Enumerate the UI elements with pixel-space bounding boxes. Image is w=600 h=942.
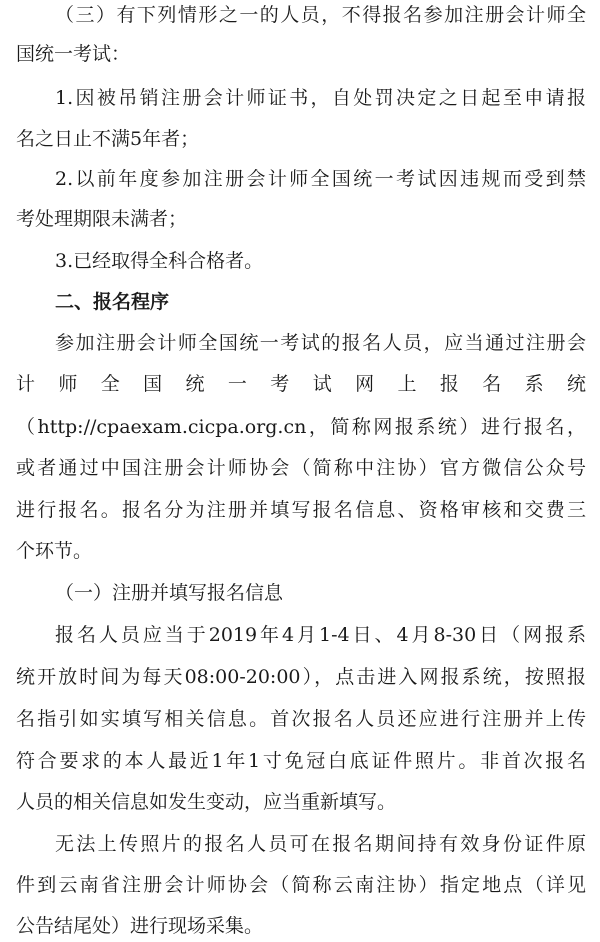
paragraph-line: 进行报名。报名分为注册并填写报名信息、资格审核和交费三 bbox=[16, 499, 586, 521]
paragraph-line: 符合要求的本人最近1年1寸免冠白底证件照片。非首次报名 bbox=[16, 750, 586, 772]
paragraph-line: 或者通过中国注册会计师协会（简称中注协）官方微信公众号 bbox=[16, 457, 586, 479]
section-heading: 二、报名程序 bbox=[55, 291, 170, 313]
paragraph-line: 国统一考试： bbox=[16, 43, 131, 65]
paragraph-line: （http://cpaexam.cicpa.org.cn，简称网报系统）进行报名， bbox=[16, 416, 586, 438]
paragraph-line: 考处理期限未满者； bbox=[16, 208, 188, 230]
paragraph-line: 人员的相关信息如发生变动，应当重新填写。 bbox=[16, 791, 397, 813]
paragraph-line: 计 师 全 国 统 一 考 试 网 上 报 名 系 统 bbox=[16, 373, 586, 395]
list-item-1: 1.因被吊销注册会计师证书，自处罚决定之日起至申请报 bbox=[55, 87, 586, 109]
paragraph-line: 公告结尾处）进行现场采集。 bbox=[16, 915, 264, 937]
paragraph-line: 无法上传照片的报名人员可在报名期间持有效身份证件原 bbox=[55, 833, 586, 855]
paragraph-line: 件到云南省注册会计师协会（简称云南注协）指定地点（详见 bbox=[16, 874, 586, 896]
paragraph-line: 参加注册会计师全国统一考试的报名人员，应当通过注册会 bbox=[55, 332, 586, 354]
paragraph-line: 个环节。 bbox=[16, 540, 93, 562]
list-item-2: 2.以前年度参加注册会计师全国统一考试因违规而受到禁 bbox=[55, 168, 586, 190]
paragraph-line: 名之日止不满5年者； bbox=[16, 128, 200, 150]
paragraph-line: 报名人员应当于2019年4月1-4日、4月8-30日（网报系 bbox=[55, 624, 586, 646]
paragraph-line: 名指引如实填写相关信息。首次报名人员还应进行注册并上传 bbox=[16, 708, 586, 730]
paragraph-line: （三）有下列情形之一的人员，不得报名参加注册会计师全 bbox=[55, 4, 586, 26]
paragraph-line: 统开放时间为每天08:00-20:00），点击进入网报系统，按照报 bbox=[16, 666, 586, 688]
subsection-heading: （一）注册并填写报名信息 bbox=[55, 582, 284, 604]
list-item-3: 3.已经取得全科合格者。 bbox=[55, 250, 264, 272]
